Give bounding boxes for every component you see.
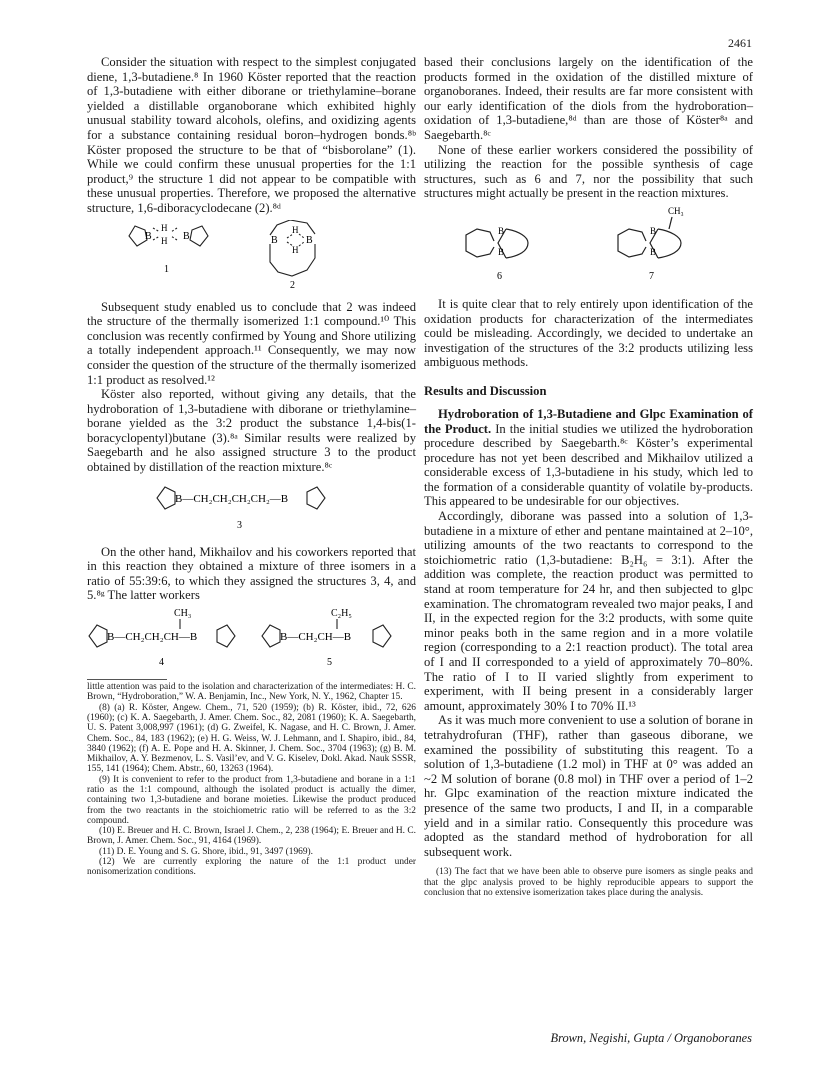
substituent-4: CH₃ bbox=[174, 608, 192, 620]
substituent-5: C₂H₅ bbox=[331, 608, 352, 620]
footnote-8: (8) (a) R. Köster, Angew. Chem., 71, 520 (1959); (b) R. Köster, ibid., 72, 626 (1960); (c) K. A. Saegebarth, J. Amer. Chem. Soc., 82, 2081 (1960); K. A. Saegebarth, U. S. Patent 3,008,997 (1961); (d) G. Zweifel, K. Nagase, and H. C. Brown, J. Amer. Chem. Soc., 84, 183 (1962); (e) H. G. Weiss, W. J. Lehmann, and I. Shapiro, ibid., 84, 3840 (1962); (f) A. E. Pope and H. A. Skinner, J. Chem. Soc., 3704 (1963); (g) B. M. Mikhailov, A. Y. Bezmenov, L. S. Vasil’ev, and V. G. Kiselev, Dokl. Akad. Nauk SSSR, 155, 141 (1964); Chem. Abstr., 60, 13263 (1964). bbox=[87, 702, 416, 775]
subsection-heading: Hydroboration of 1,3-Butadiene and Glpc Examination of the Product. bbox=[424, 406, 753, 436]
formula-3: B—CH₂CH₂CH₂CH₂—B bbox=[175, 492, 289, 505]
footnote-8-continued: little attention was paid to the isolation and characterization of the intermediates: H. C. Brown, “Hydroboration,” W. A. Benjamin, Inc., New York, N. Y., 1962, Chapter 15. bbox=[87, 682, 416, 703]
paragraph: Subsequent study enabled us to conclude that 2 was indeed the structure of the thermally isomerized 1:1 compound.¹⁰ This conclusion was recently confirmed by Young and Shore utilizing a totally independent approach.¹¹ Consequently, we may now consider the question of the structure of the thermally isomerized 1:1 product as resolved.¹² bbox=[87, 299, 416, 387]
paragraph-text: In the initial studies we utilized the hydroboration procedure described by Saegebarth.⁸ᶜ Köster’s experimental procedure has not yet been described and Mikhailov utilized a considerable excess of 1,3-butadiene in his study, which led to the formation of a considerable quantity of volatile by-products. This appeared to be undesirable for our objectives. bbox=[424, 421, 753, 509]
atom-b: B bbox=[271, 234, 278, 246]
footnote-12: (12) We are currently exploring the nature of the 1:1 product under nonisomerization conditions. bbox=[87, 857, 416, 878]
paragraph: None of these earlier workers considered the possibility of utilizing the reaction for the possible synthesis of cage structures, such as 6 and 7, nor the possibility that such structures might actually be present in the reaction mixtures. bbox=[424, 142, 753, 201]
compound-label-6: 6 bbox=[497, 270, 502, 282]
footnote-11: (11) D. E. Young and S. G. Shore, ibid., 91, 3497 (1969). bbox=[99, 846, 313, 857]
compound-label-3: 3 bbox=[237, 519, 242, 531]
paragraph: On the other hand, Mikhailov and his coworkers reported that in this reaction they obtained a mixture of three isomers in a ratio of 55:39:6, to which they assigned the structures 3, 4, and 5.⁸ᵍ The latter workers bbox=[87, 544, 416, 603]
footnote-13: (13) The fact that we have been able to observe pure isomers as single peaks and that the glpc analysis proved to be highly reproducible appears to support the conclusion that no extensive isomerization takes place during the analysis. bbox=[424, 867, 753, 898]
compound-label-1: 1 bbox=[164, 263, 169, 275]
structures-4-5-drawing bbox=[87, 605, 416, 667]
structures-6-7-drawing bbox=[424, 203, 753, 291]
figure-structure-3 bbox=[87, 483, 416, 533]
paragraph: Accordingly, diborane was passed into a solution of 1,3-butadiene in a mixture of ether and pentane maintained at 2–10°, utilizing amounts of the two reactants to correspond to the stoichiometric ratio (1,3-butadiene: B₂H₆ = 3:1). After the addition was complete, the reaction product was permitted to stand at room temperature for 24 hr, and then subjected to glpc examination. The chromatogram revealed two major peaks, I and II, in the expected region for the 3:2 products, with some quite minor peaks both in the same region and in a more volatile region (corresponding to a 2:1 reaction product). The total area of I and II corresponded to a yield of approximately 70–80%. The ratio of I to II varied slightly from experiment to experiment, with II being present in a considerably larger amount, approximately 30% I to 70% II.¹³ bbox=[424, 509, 753, 713]
substituent-7: CH₃ bbox=[668, 205, 684, 216]
atom-h: H bbox=[292, 224, 299, 235]
compound-label-5: 5 bbox=[327, 657, 332, 668]
atom-b: B bbox=[306, 234, 313, 246]
atom-b: B bbox=[498, 225, 505, 236]
atom-b: B bbox=[183, 230, 190, 242]
section-heading: Results and Discussion bbox=[424, 383, 547, 398]
figure-structures-1-2 bbox=[87, 220, 416, 290]
atom-h: H bbox=[161, 222, 168, 233]
atom-h: H bbox=[161, 235, 168, 246]
footnote-rule bbox=[87, 679, 167, 680]
paragraph: Köster also reported, without giving any details, that the hydroboration of 1,3-butadiene with diborane or triethylamine–borane yielded as the 3:2 product the substance 1,4-bis(1-boracyclopentyl)butane (3).⁸ᵃ Similar results were realized by Saegebarth and he also assigned structure 3 to the product obtained by distillation of the reaction mixture.⁸ᶜ bbox=[87, 387, 416, 475]
structures-1-2-drawing bbox=[87, 220, 416, 290]
compound-label-2: 2 bbox=[290, 279, 295, 290]
paragraph: It is quite clear that to rely entirely upon identification of the oxidation products for characterization of the intermediates could be misleading. Accordingly, we decided to undertake an investigation of the structures of the 3:2 products utilizing less ambiguous methods. bbox=[424, 296, 753, 370]
figure-structures-4-5 bbox=[87, 605, 416, 667]
paragraph: Consider the situation with respect to the simplest conjugated diene, 1,3-butadiene.⁸ In 1960 Köster reported that the reaction of 1,3-butadiene with either diborane or triethylamine–borane yielded a distillable organoborane which exhibited highly unusual stability toward alcohols, olefins, and oxidizing agents for a substance containing residual boron–hydrogen bonds.⁸ᵇ Köster proposed the structure to be that of “bisborolane” (1). While we could confirm these unusual properties for the 1:1 product,⁹ the structure 1 did not appear to be compatible with these unusual properties. Therefore, we proposed the alternative structure, 1,6-diboracyclodecane (2).⁸ᵈ bbox=[87, 55, 416, 215]
compound-label-7: 7 bbox=[649, 270, 654, 282]
structure-3-drawing bbox=[87, 483, 416, 533]
left-column bbox=[87, 55, 416, 878]
right-column bbox=[424, 55, 753, 898]
atom-b: B bbox=[650, 225, 657, 236]
footnote-9: (9) It is convenient to refer to the product from 1,3-butadiene and borane in a 1:1 ratio as the 1:1 compound, although the isolated product is actually the dimer, containing two 1,3-butadiene and borane moieties. Likewise the product produced from the two reactants in the stoichiometric ratio will be referred to as the 3:2 compound. bbox=[87, 774, 416, 826]
compound-label-4: 4 bbox=[159, 657, 164, 668]
formula-4: B—CH₂CH₂CH—B bbox=[107, 631, 198, 644]
subsection-paragraph bbox=[424, 407, 753, 509]
page-number: 2461 bbox=[728, 36, 752, 50]
paragraph: As it was much more convenient to use a solution of borane in tetrahydrofuran (THF), rather than gaseous diborane, we examined the possibility of substituting this reagent. To a solution of 1,3-butadiene (1.2 mol) in THF at 0° was added an ~2 M solution of borane (0.8 mol) in THF over a period of 1–2 hr. Glpc examination of the reaction mixture indicated the presence of the same two products, I and II, in a comparable yield and in a similar ratio. Consequently this procedure was adopted as the standard method of hydroboration for all subsequent work. bbox=[424, 713, 753, 859]
formula-5: B—CH₂CH—B bbox=[280, 631, 352, 644]
atom-b: B bbox=[145, 230, 152, 242]
atom-b: B bbox=[498, 246, 505, 257]
figure-structures-6-7 bbox=[424, 203, 753, 291]
atom-h: H bbox=[292, 244, 299, 255]
paragraph: based their conclusions largely on the identification of the products formed in the oxidation of the distilled mixture of organoboranes. Indeed, their results are far more consistent with our early identification of the diols from the hydroboration–oxidation of 1,3-butadiene,⁸ᵈ than are those of Köster⁸ᵃ and Saegebarth.⁸ᶜ bbox=[424, 55, 753, 142]
footnote-10: (10) E. Breuer and H. C. Brown, Israel J. Chem., 2, 238 (1964); E. Breuer and H. C. Brown, J. Amer. Chem. Soc., 91, 4164 (1969). bbox=[87, 826, 416, 847]
atom-b: B bbox=[650, 246, 657, 257]
running-footer: Brown, Negishi, Gupta / Organoboranes bbox=[550, 1031, 752, 1045]
